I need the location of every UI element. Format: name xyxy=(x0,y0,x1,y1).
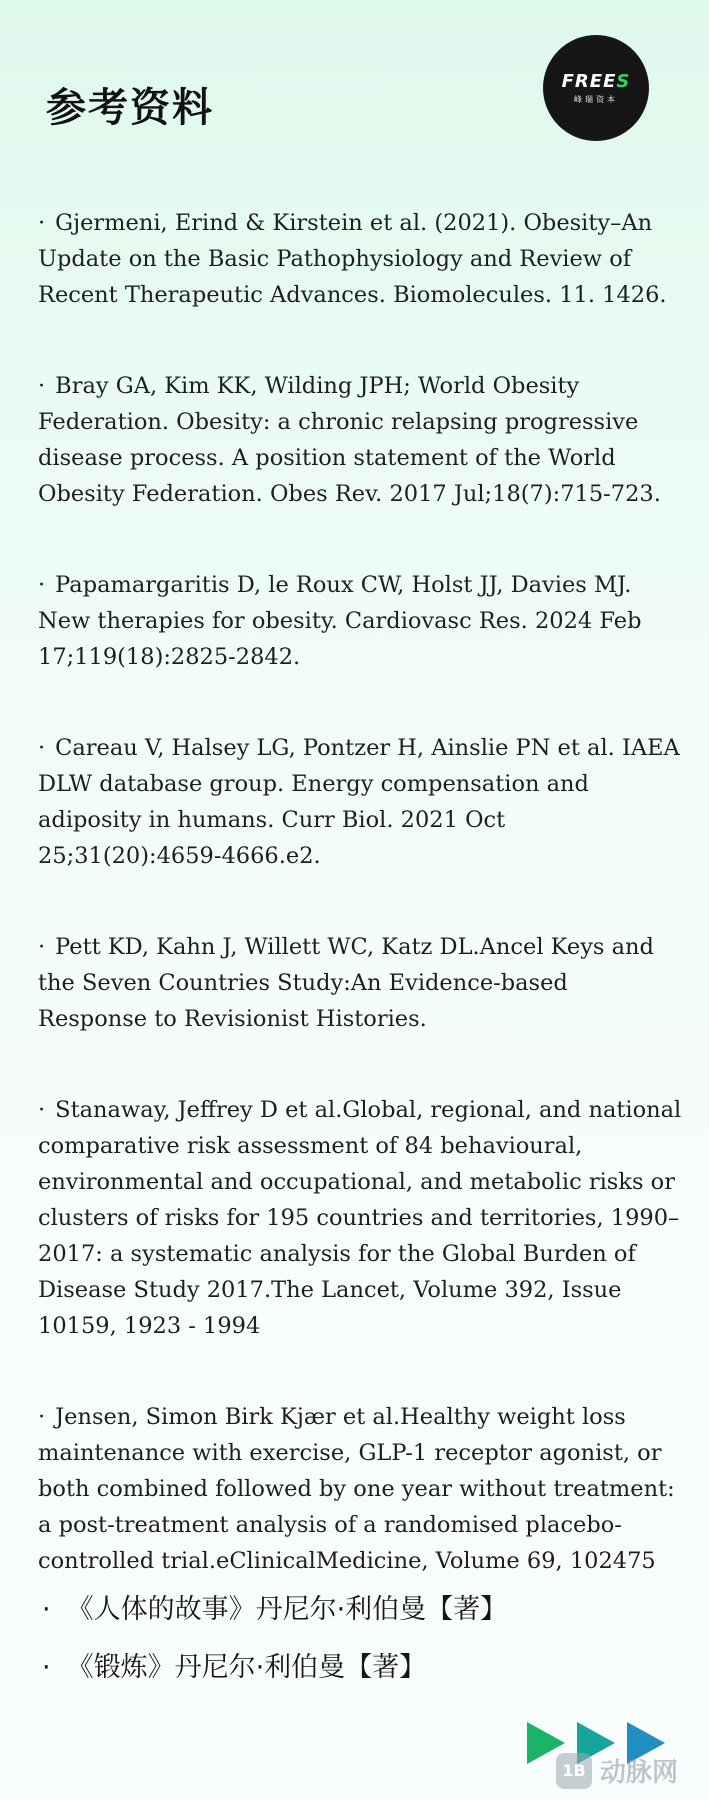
watermark-text: 动脉网 xyxy=(600,1758,679,1788)
reference-item xyxy=(38,567,683,675)
book-title: 《锻炼》丹尼尔·利伯曼【著】 xyxy=(66,1652,427,1683)
reference-text: Stanaway, Jeffrey D et al.Global, regional, and national comparative risk assessment of 84 behavioural, environmental and occupational, and metabolic risks or clusters of risks for 195 countries and territories, 1990–2017: a systematic analysis for the Global Burden of Disease Study 2017.The Lancet, Volume 392, Issue 10159, 1923 - 1994 xyxy=(38,1097,682,1339)
reference-text: Careau V, Halsey LG, Pontzer H, Ainslie PN et al. IAEA DLW database group. Energy compensation and adiposity in humans. Curr Biol. 2021 Oct 25;31(20):4659-4666.e2. xyxy=(38,735,680,869)
bullet: · xyxy=(38,373,46,399)
reference-item xyxy=(38,730,683,874)
frees-logo xyxy=(543,35,649,141)
book-item xyxy=(38,1581,683,1639)
watermark-badge-icon: 1B xyxy=(556,1753,592,1789)
reference-text: Pett KD, Kahn J, Willett WC, Katz DL.Ancel Keys and the Seven Countries Study:An Evidence-based Response to Revisionist Histories. xyxy=(38,934,654,1032)
bullet: · xyxy=(38,934,46,960)
reference-item xyxy=(38,1092,683,1344)
bullet: · xyxy=(38,1097,46,1123)
reference-item xyxy=(38,1399,683,1579)
bullet: · xyxy=(42,1594,51,1625)
reference-item xyxy=(38,368,683,512)
reference-text: Papamargaritis D, le Roux CW, Holst JJ, Davies MJ. New therapies for obesity. Cardiovasc Res. 2024 Feb 17;119(18):2825-2842. xyxy=(38,572,642,670)
bullet: · xyxy=(38,572,46,598)
bullet: · xyxy=(42,1652,51,1683)
logo-subtitle: 峰瑞资本 xyxy=(574,94,618,104)
watermark xyxy=(556,1752,678,1789)
reference-text: Jensen, Simon Birk Kjær et al.Healthy weight loss maintenance with exercise, GLP-1 receptor agonist, or both combined followed by one year without treatment: a post-treatment analysis of a randomised placebo-controlled trial.eClinicalMedicine, Volume 69, 102475 xyxy=(38,1404,675,1574)
book-list xyxy=(38,1581,683,1697)
book-item xyxy=(38,1639,683,1697)
reference-text: Gjermeni, Erind & Kirstein et al. (2021). Obesity–An Update on the Basic Pathophysiology and Review of Recent Therapeutic Advances. Biomolecules. 11. 1426. xyxy=(38,210,667,308)
reference-text: Bray GA, Kim KK, Wilding JPH; World Obesity Federation. Obesity: a chronic relapsing progressive disease process. A position statement of the World Obesity Federation. Obes Rev. 2017 Jul;18(7):715-723. xyxy=(38,373,661,507)
bullet: · xyxy=(38,735,46,761)
bullet: · xyxy=(38,1404,46,1430)
bullet: · xyxy=(38,210,46,236)
page-title: 参考资料 xyxy=(46,85,214,131)
reference-item xyxy=(38,929,683,1037)
logo-wordmark: FREES xyxy=(561,70,631,92)
reference-item xyxy=(38,205,683,313)
reference-list xyxy=(38,205,683,1634)
book-title: 《人体的故事》丹尼尔·利伯曼【著】 xyxy=(66,1594,508,1625)
